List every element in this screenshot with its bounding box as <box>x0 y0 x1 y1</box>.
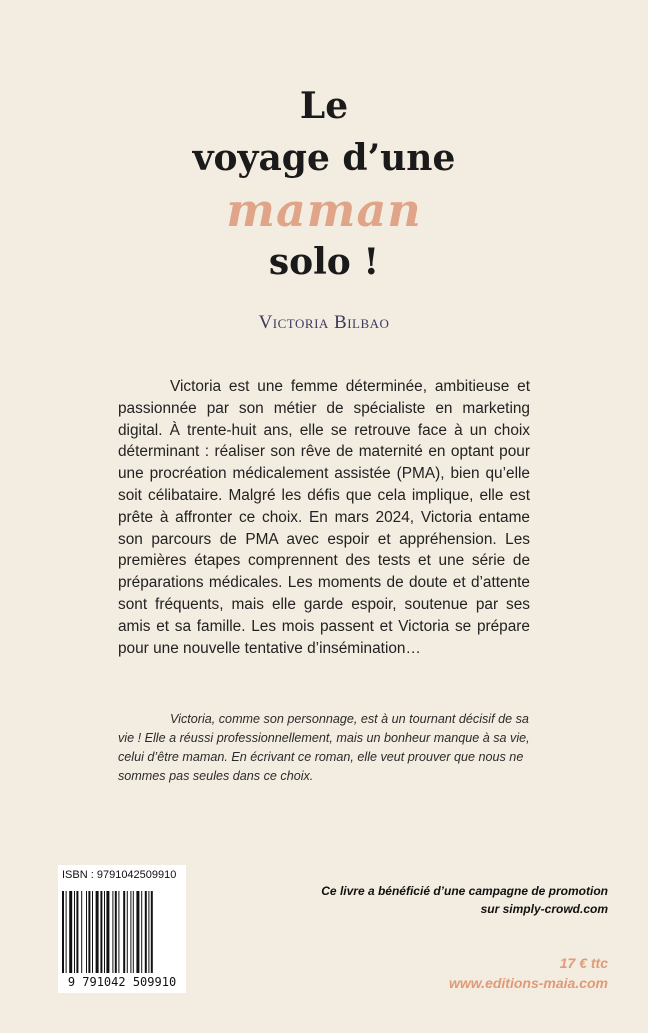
barcode-bar <box>76 891 78 973</box>
barcode-bar <box>127 891 128 973</box>
barcode-bar <box>92 891 93 973</box>
barcode-bar <box>96 891 99 973</box>
publisher-website: www.editions-maia.com <box>449 975 608 991</box>
author-bio: Victoria, comme son personnage, est à un tournant décisif de sa vie ! Elle a réussi professionnellement, mais un bonheur manque à sa vie, celui d’être maman. En écrivant ce roman, elle veut prouver que nous ne sommes pas seules dans ce choix. <box>118 712 530 783</box>
book-title <box>0 80 648 288</box>
title-line-2: voyage d’une <box>192 137 456 179</box>
barcode-bar <box>88 891 90 973</box>
title-accent-word: maman <box>226 183 422 237</box>
barcode-bar <box>123 891 125 973</box>
promo-line-2: sur simply-crowd.com <box>480 902 608 916</box>
barcode-bar <box>136 891 139 973</box>
barcode-bar <box>112 891 113 973</box>
barcode-bar <box>66 891 67 973</box>
barcode-bar <box>145 891 147 973</box>
title-line-1: Le <box>299 85 349 127</box>
promo-note <box>308 882 608 918</box>
barcode-bar <box>100 891 102 973</box>
isbn-label: ISBN : 9791042509910 <box>62 869 177 881</box>
price-label: 17 € ttc <box>559 955 608 971</box>
promo-line-1: Ce livre a bénéficié d’une campagne de promotion <box>321 884 608 898</box>
barcode-bar <box>141 891 142 973</box>
barcode-bar <box>118 891 119 973</box>
author-name: Victoria Bilbao <box>258 312 390 333</box>
barcode-bar <box>74 891 75 973</box>
barcode-bar <box>62 891 64 973</box>
barcode-bar <box>69 891 72 973</box>
barcode-bar <box>151 891 153 973</box>
isbn-digits: 9 791042 509910 <box>67 975 177 989</box>
barcode-bar <box>104 891 105 973</box>
summary-paragraph: Victoria est une femme déterminée, ambitieuse et passionnée par son métier de spécialiste en marketing digital. À trente-huit ans, elle se retrouve face à un choix déterminant : réaliser son rêve de maternité en optant pour une procréation médicalement assistée (PMA), bien qu’elle soit célibataire. Malgré les défis que cela implique, elle est prête à affronter ce choix. En mars 2024, Victoria entame son parcours de PMA avec espoir et appréhension. Les premières étapes comprennent des tests et une série de préparations médicales. Les moments de doute et d’attente sont fréquents, mais elle garde espoir, soutenue par ses amis et sa famille. Les mois passent et Victoria se prépare pour une nouvelle tentative d’insémination… <box>118 378 530 657</box>
barcode-bar <box>133 891 134 973</box>
barcode-bar <box>148 891 149 973</box>
barcode-bars <box>62 891 182 973</box>
barcode-bar <box>81 891 82 973</box>
barcode-bar <box>86 891 87 973</box>
barcode-bar <box>106 891 109 973</box>
isbn-barcode <box>58 865 186 993</box>
title-line-4: solo ! <box>268 241 380 283</box>
barcode-bar <box>130 891 131 973</box>
barcode-bar <box>115 891 117 973</box>
